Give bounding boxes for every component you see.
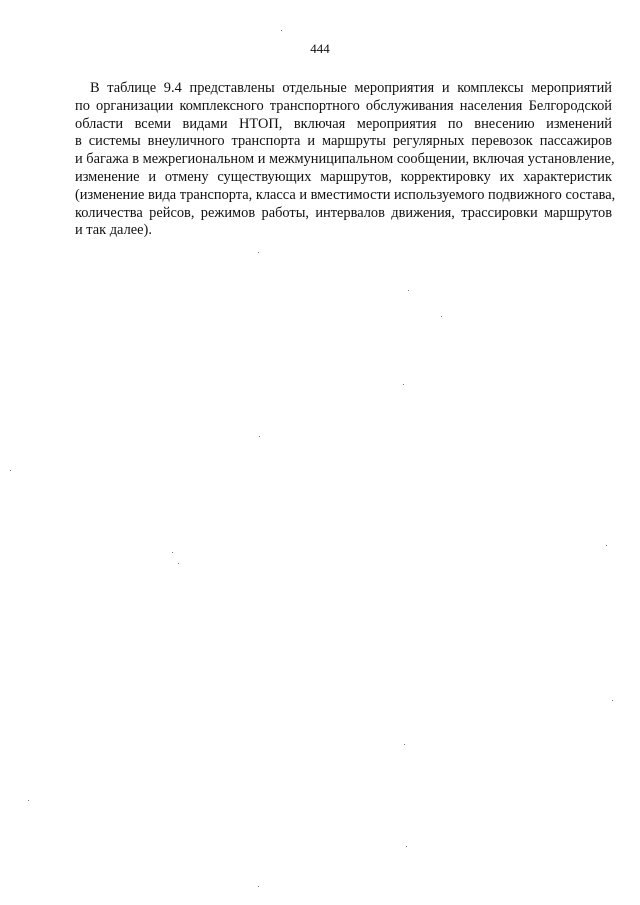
scan-speck [406,846,407,847]
paragraph-line: и багажа в межрегиональном и межмуниципальном сообщении, включая установление, [75,151,615,168]
page-number: 444 [310,41,330,56]
paragraph-line: по организации комплексного транспортного обслуживания населения Белгородской [75,97,612,114]
scan-speck [10,470,11,471]
scan-speck [28,800,29,801]
scan-speck [403,384,404,385]
scan-speck [258,886,259,887]
scan-speck [408,290,409,291]
scan-speck [259,436,260,437]
scan-speck [281,30,282,31]
paragraph-line: количества рейсов, режимов работы, интервалов движения, трассировки маршрутов [75,204,612,221]
scan-speck [172,552,173,553]
paragraph-line: (изменение вида транспорта, класса и вместимости используемого подвижного состава, [75,186,616,203]
scan-speck [612,700,613,701]
scan-speck [404,744,405,745]
scan-speck [606,545,607,546]
scan-speck [178,563,179,564]
paragraph-line: в системы внеуличного транспорта и маршруты регулярных перевозок пассажиров [75,133,612,150]
paragraph-line: и так далее). [75,222,152,239]
scan-speck [441,316,442,317]
paragraph-line: области всеми видами НТОП, включая мероприятия по внесению изменений [75,115,612,132]
scan-speck [258,252,259,253]
paragraph-line: В таблице 9.4 представлены отдельные мероприятия и комплексы мероприятий [90,80,612,96]
paragraph-line: изменение и отмену существующих маршрутов, корректировку их характеристик [75,168,612,185]
body-paragraph [75,80,616,240]
